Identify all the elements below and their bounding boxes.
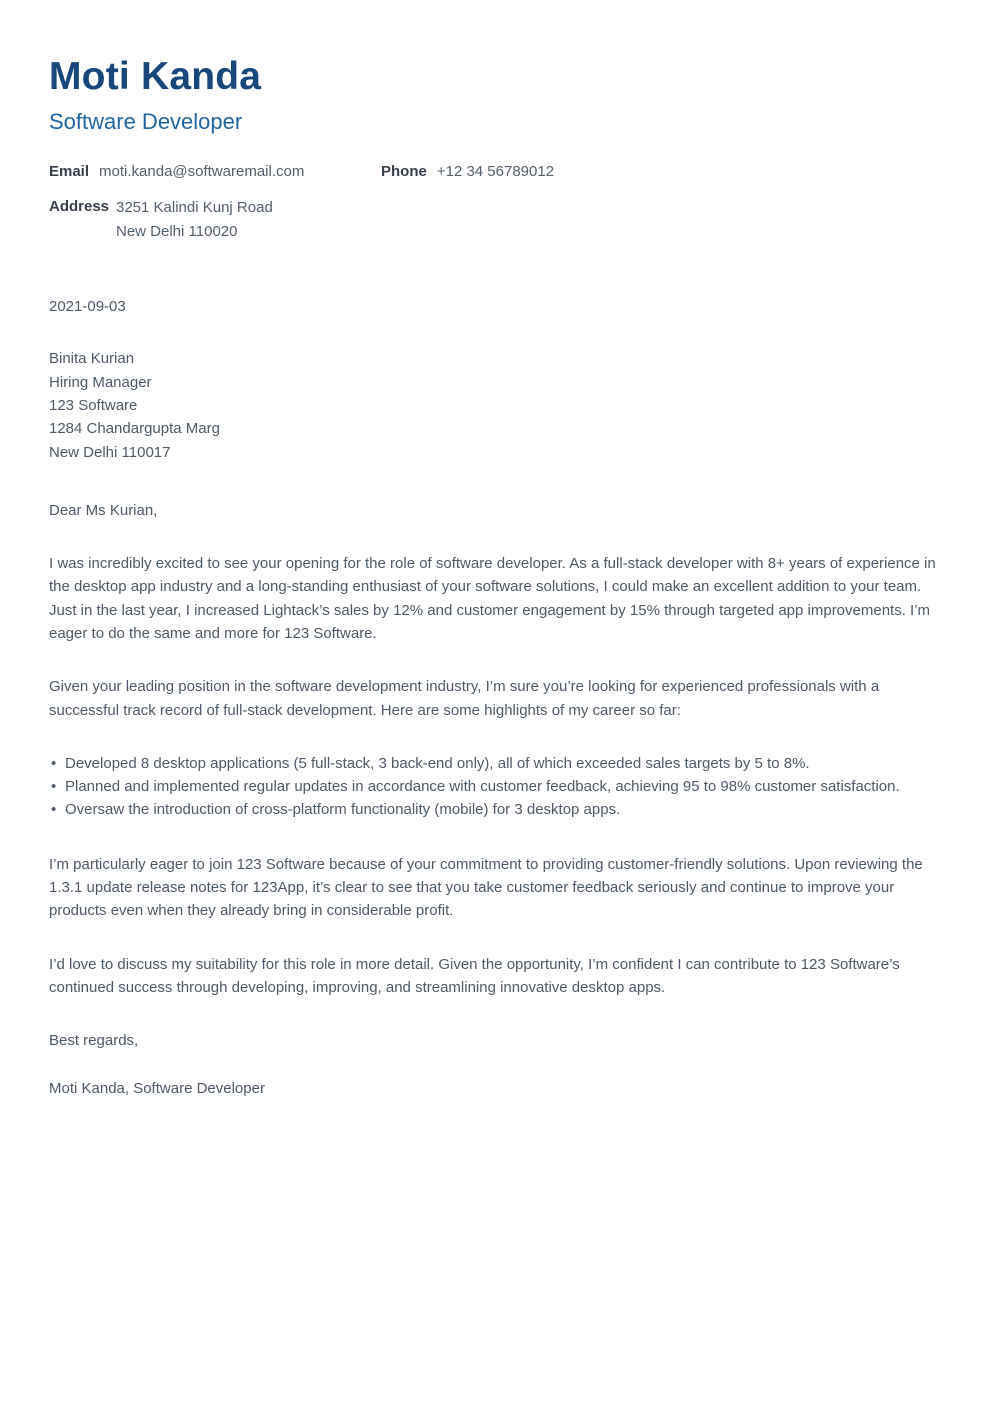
applicant-name: Moti Kanda [49,55,262,98]
address-line-1: 3251 Kalindi Kunj Road [116,199,273,217]
address-value [116,196,273,243]
paragraph-intro: I was incredibly excited to see your opening for the role of software developer. As a full-stack developer with 8+ years of experience in the desktop app industry and a long-standing enthusiast of your software solutions, I could make an excellent addition to your team. Just in the last year, I increased Lightack’s sales by 12% and customer engagement by 15% through targeted app improvements. I’m eager to do the same and more for 123 Software. [49,555,936,642]
recipient-street: 1284 Chandargupta Marg [49,420,220,438]
signature-line: Moti Kanda, Software Developer [49,1079,265,1097]
recipient-block [49,347,937,463]
recipient-city: New Delhi 110017 [49,443,171,461]
applicant-job-title: Software Developer [49,108,243,134]
phone-group [381,161,554,183]
paragraph-outro: I’d love to discuss my suitability for this role in more detail. Given the opportunity, I’m confident I can contribute to 123 Software’s continued success through developing, improving, and streamlining innovative desktop apps. [49,955,900,996]
address-line-2: New Delhi 110020 [116,222,238,240]
letter-body [49,295,937,1100]
highlight-item: • Planned and implemented regular updates in accordance with customer feedback, achieving 95 to 98% customer satisfaction. [49,775,937,798]
contact-section [49,161,937,243]
contact-row-email-phone [49,161,937,183]
closing-line: Best regards, [49,1032,139,1050]
letter-date: 2021-09-03 [49,298,126,316]
email-label: Email [49,163,90,181]
email-value: moti.kanda@softwaremail.com [99,163,305,181]
recipient-role: Hiring Manager [49,373,152,391]
recipient-name: Binita Kurian [49,350,135,368]
paragraph-position: Given your leading position in the software development industry, I’m sure you’re looking for experienced professionals with a successful track record of full-stack development. Here are some highlights of my career so far: [49,678,880,719]
email-group [49,161,381,183]
highlight-item: • Oversaw the introduction of cross-platform functionality (mobile) for 3 desktop apps. [49,798,937,821]
phone-value: +12 34 56789012 [436,163,555,181]
recipient-company: 123 Software [49,396,138,414]
phone-label: Phone [381,163,427,181]
career-highlights-list [49,752,937,822]
paragraph-motivation: I’m particularly eager to join 123 Software because of your commitment to providing customer-friendly solutions. Upon reviewing the 1.3.1 update release notes for 123App, it’s clear to see that you take customer feedback seriously and continue to improve your products even when they already bring in considerable profit. [49,855,923,920]
salutation: Dear Ms Kurian, [49,501,158,519]
address-label: Address [49,198,110,216]
highlight-item: • Developed 8 desktop applications (5 full-stack, 3 back-end only), all of which exceeded sales targets by 5 to 8%. [49,752,937,775]
contact-row-address [49,196,937,243]
